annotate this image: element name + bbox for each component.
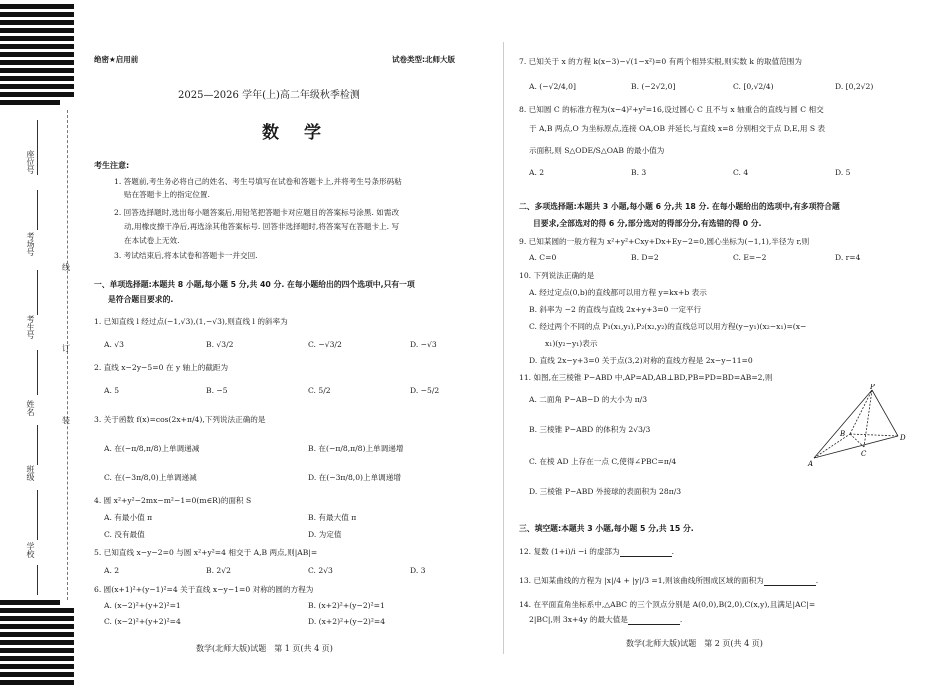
subject-title: 数 学 [262,123,325,143]
school-label: 学校 [26,542,35,558]
q5-option-a: A. 2 [104,566,120,575]
q1-option-a: A. √3 [104,340,124,349]
footer-left: 数学(北师大版)试题 第 1 页(共 4 页) [196,644,333,653]
cut-mark-pack: 装 [62,416,70,425]
label-p: P [870,384,875,391]
edge-ap [814,390,872,458]
q11-option-a: A. 二面角 P−AB−D 的大小为 π/3 [529,395,648,404]
q11-option-c: C. 在棱 AD 上存在一点 C,使得∠PBC=π/4 [529,457,677,466]
q9-option-b: B. D=2 [631,253,659,262]
candidate-number-label: 考生号 [26,315,35,339]
q6-option-b: B. (x+2)²+(y−2)²=1 [308,601,385,610]
q6-option-d: D. (x+2)²+(y−2)²=4 [308,617,386,626]
q1-option-c: C. −√3/2 [308,340,342,349]
q4-stem: 4. 圆 x²+y²−2mx−m²−1=0(m∈R)的面积 S [94,496,252,505]
q10-option-c-cont: x₁)(y₂−y₁)表示 [545,339,598,348]
q14-row-2: 2|BC|,则 3x+4y 的最大值是 . [529,615,683,624]
q1-stem: 1. 已知直线 l 经过点(−1,√3),(1,−√3),则直线 l 的斜率为 [94,317,288,326]
q7-option-b: B. (−2√2,0] [631,82,676,91]
q8-option-a: A. 2 [529,168,545,177]
q3-option-b: B. 在(−π/8,π/8)上单调递增 [308,444,404,453]
edge-pd [872,390,898,436]
q8-line-3: 示面积,则 S△ODE/S△OAB 的最小值为 [529,146,665,155]
column-divider [503,42,504,654]
q3-option-a: A. 在(−π/8,π/8)上单调递减 [104,444,200,453]
notice-line-4: 动,用橡皮擦干净后,再选涂其他答案标号. 回答非选择题时,将答案写在答题卡上. 写 [124,222,400,231]
name-label: 姓名 [26,400,35,416]
q3-option-c: C. 在(−3π/8,0)上单调递减 [104,473,197,482]
section1-title-2: 是符合题目要求的. [108,295,174,304]
q1-option-d: D. −√3 [410,340,437,349]
q11-stem: 11. 如图,在三棱锥 P−ABD 中,AP=AD,AB⊥BD,PB=PD=BD=AB=2,则 [519,373,773,382]
q11-option-d: D. 三棱锥 P−ABD 外接球的表面积为 28π/3 [529,487,682,496]
q9-option-a: A. C=0 [529,253,557,262]
q4-option-d: D. 为定值 [308,530,342,539]
q5-option-d: D. 3 [410,566,426,575]
q12-stem: 12. 复数 (1+i)/i −i 的虚部为 [519,547,620,556]
q1-option-b: B. √3/2 [206,340,234,349]
q2-option-c: C. 5/2 [308,386,331,395]
q14-line-2: 2|BC|,则 3x+4y 的最大值是 [529,615,628,624]
q2-option-b: B. −5 [206,386,228,395]
q12-answer-blank[interactable] [620,549,672,557]
q7-option-a: A. (−√2/4,0] [529,82,576,91]
q13-row: 13. 已知某曲线的方程为 |x|/4 + |y|/3 =1,则该曲线所围成区域的面积为 . [519,576,819,585]
notice-line-3: 2. 回答选择题时,选出每小题答案后,用铅笔把答题卡对应题目的答案标号涂黑. 如需改 [114,208,400,217]
q6-option-a: A. (x−2)²+(y+2)²=1 [104,601,181,610]
q7-stem: 7. 已知关于 x 的方程 k(x−3)−√(1−x²)=0 有两个相异实根,则实数 k 的取值范围为 [519,57,802,66]
q6-stem: 6. 圆(x+1)²+(y−1)²=4 关于直线 x−y−1=0 对称的圆的方程为 [94,585,314,594]
q8-option-c: C. 4 [733,168,749,177]
q10-option-a: A. 经过定点(0,b)的直线都可以用方程 y=kx+b 表示 [529,288,707,297]
q3-stem: 3. 关于函数 f(x)=cos(2x+π/4),下列说法正确的是 [94,415,266,424]
label-c: C [861,450,867,458]
q10-option-b: B. 斜率为 −2 的直线与直线 2x+y+3=0 一定平行 [529,305,702,314]
exam-title: 2025—2026 学年(上)高二年级秋季检测 [178,90,360,101]
tetrahedron-figure [806,384,914,470]
q6-option-c: C. (x−2)²+(y+2)²=4 [104,617,181,626]
notice-line-1: 1. 答题前,考生务必将自己的姓名、考生号填写在试卷和答题卡上,并将考生号条形码粘 [114,177,402,186]
q5-option-b: B. 2√2 [206,566,231,575]
q12-row: 12. 复数 (1+i)/i −i 的虚部为 . [519,547,675,556]
q7-option-c: C. [0,√2/4) [733,82,774,91]
cut-mark-line: 线 [62,263,70,272]
q13-stem: 13. 已知某曲线的方程为 |x|/4 + |y|/3 =1,则该曲线所围成区域的面积为 [519,576,764,585]
q8-line-2: 于 A,B 两点,O 为坐标原点,连接 OA,OB 并延长,与直线 x=8 分别相交于点 D,E,用 S 表 [529,124,826,133]
edge-bd [850,434,898,436]
section3-title: 三、填空题:本题共 3 小题,每小题 5 分,共 15 分. [519,524,694,533]
section2-title-2: 目要求,全部选对的得 6 分,部分选对的得部分分,有选错的得 0 分. [533,219,762,228]
q14-line-1: 14. 在平面直角坐标系中,△ABC 的三个顶点分别是 A(0,0),B(2,0),C(x,y),且满足|AC|= [519,600,816,609]
label-b: B [840,430,846,438]
q13-answer-blank[interactable] [764,578,816,586]
cut-mark-bind: 订 [62,344,70,353]
seat-label: 座位号 [26,150,35,174]
notice-title: 考生注意: [94,161,130,170]
q5-stem: 5. 已知直线 x−y−2=0 与圆 x²+y²=4 相交于 A,B 两点,则|AB|= [94,548,318,557]
q10-option-d: D. 直线 2x−y+3=0 关于点(3,2)对称的直线方程是 2x−y−11=0 [529,356,753,365]
q10-stem: 10. 下列说法正确的是 [519,271,595,280]
q3-option-d: D. 在(−3π/8,0)上单调递增 [308,473,401,482]
notice-line-5: 在本试卷上无效. [124,236,180,245]
q2-option-d: D. −5/2 [410,386,440,395]
notice-line-2: 贴在答题卡上的指定位置. [124,190,210,199]
q2-option-a: A. 5 [104,386,120,395]
q8-option-d: D. 5 [835,168,851,177]
q5-option-c: C. 2√3 [308,566,333,575]
secret-label: 绝密★启用前 [94,55,139,64]
q9-stem: 9. 已知某圆的一般方程为 x²+y²+Cxy+Dx+Ey−2=0,圆心坐标为(−1,1),半径为 r,则 [519,237,810,246]
section2-title: 二、多项选择题:本题共 3 小题,每小题 6 分,共 18 分. 在每小题给出的选项中,有多项符合题 [519,202,840,211]
exam-room-label: 考场号 [26,232,35,256]
section1-title: 一、单项选择题:本题共 8 小题,每小题 5 分,共 40 分. 在每小题给出的四个选项中,只有一项 [94,280,415,289]
q11-option-b: B. 三棱锥 P−ABD 的体积为 2√3/3 [529,425,651,434]
q9-option-d: D. r=4 [835,253,861,262]
q4-option-a: A. 有最小值 π [104,513,153,522]
q8-line-1: 8. 已知圆 C 的标准方程为(x−4)²+y²=16,设过圆心 C 且不与 x 轴重合的直线与圆 C 相交 [519,105,824,114]
class-label: 班级 [26,465,35,481]
footer-right: 数学(北师大版)试题 第 2 页(共 4 页) [626,639,763,648]
label-d: D [900,434,906,442]
notice-line-6: 3. 考试结束后,将本试卷和答题卡一并交回. [114,251,258,260]
exam-type-label: 试卷类型:北师大版 [392,55,455,64]
q14-answer-blank[interactable] [628,617,680,625]
q7-option-d: D. [0,2√2) [835,82,874,91]
q2-stem: 2. 直线 x−2y−5=0 在 y 轴上的截距为 [94,363,229,372]
q10-option-c: C. 经过两个不同的点 P₁(x₁,y₁),P₂(x₂,y₂)的直线总可以用方程(y−y₁)(x₂−x₁)=(x− [529,322,807,331]
q4-option-b: B. 有最大值 π [308,513,357,522]
q8-option-b: B. 3 [631,168,647,177]
label-a: A [808,460,814,468]
q9-option-c: C. E=−2 [733,253,767,262]
q4-option-c: C. 没有最值 [104,530,145,539]
